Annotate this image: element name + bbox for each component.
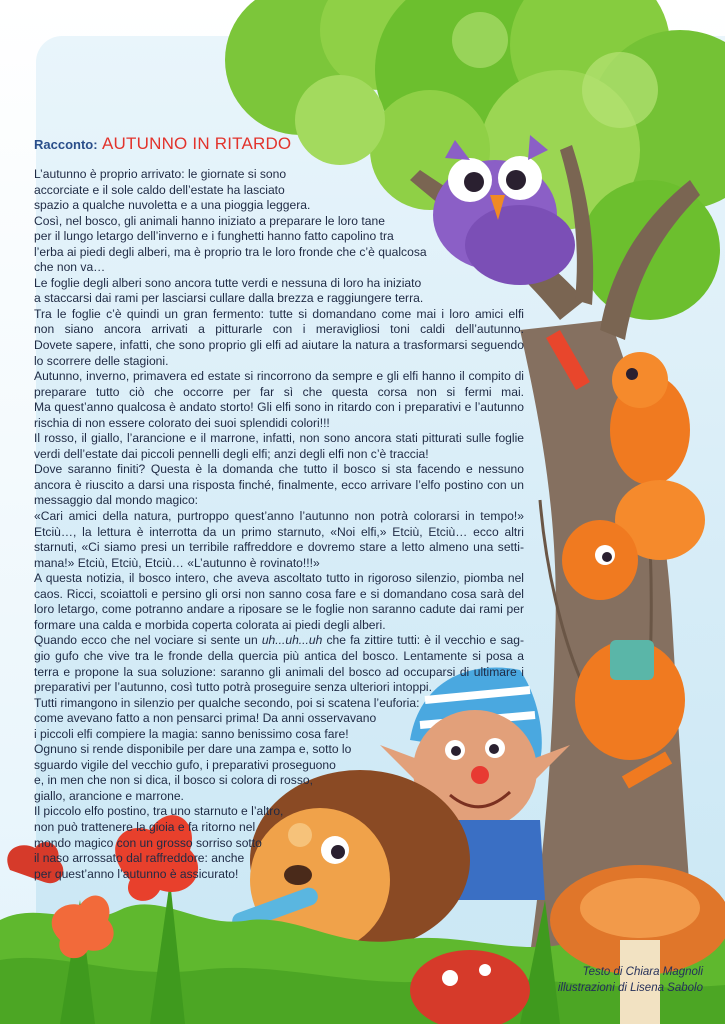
story-line: Il piccolo elfo postino, tra uno starnuto e l’altro, xyxy=(34,804,284,819)
story-line-part: Quando ecco che nel vociare si sente un xyxy=(34,633,262,648)
story-line: per quest’anno l’autunno è assicurato! xyxy=(34,866,239,881)
story-line: messaggio dal mondo magico: xyxy=(34,493,199,508)
story-line: L’autunno è proprio arrivato: le giornate si sono xyxy=(34,167,287,181)
story-line: non può trattenere la gioia e fa ritorno nel xyxy=(34,819,256,834)
story-line: e, in men che non si dica, il bosco si colora di rosso, xyxy=(34,773,313,788)
story-line: Ma quest’anno qualcosa è andato storto! Gli elfi sono in ritardo con i preparativi e l’autunno xyxy=(34,400,524,415)
story-line: verdi dell’estate dai piccoli pennelli degli elfi; anzi degli elfi non c’è traccia! xyxy=(34,446,429,461)
owl-sound-text: uh...uh...uh xyxy=(261,633,323,648)
story-line: A questa notizia, il bosco intero, che aveva ascoltato tutto in rigoroso silenzio, piomba nel xyxy=(34,571,524,586)
story-line: gio gufo che vive tra le fronde della quercia più antica del bosco. Lentamente si posa a xyxy=(34,648,524,663)
story-title-text: AUTUNNO IN RITARDO xyxy=(102,134,292,153)
story-line: preparativi per l’autunno, così tutto potrà proseguire senza ulteriori intoppi. xyxy=(34,680,432,695)
story-line-part: che fa zittire tutti: è il vecchio e sag- xyxy=(322,633,524,648)
story-line: mondo magico con un grosso sorriso sotto xyxy=(34,835,262,850)
story-line: che non va… xyxy=(34,260,106,275)
story-line: Etciù…, la lettura è interrotta da un primo starnuto, «Noi elfi,» Etciù, Etciù… ecco altri xyxy=(34,524,524,539)
story-line: Autunno, inverno, primavera ed estate si rincorrono da sempre e gli elfi hanno il compito di xyxy=(34,369,524,384)
story-line: rischia di non essere colorato dei suoi splendidi colori!!! xyxy=(34,415,330,430)
story-line: Dove saranno finiti? Questa è la domanda che tutto il bosco si sta facendo e nessuno xyxy=(34,462,524,477)
story-line: caos. Ricci, scoiattoli e persino gli orsi non sanno cosa fare e si domandano cosa sarà del xyxy=(34,586,524,601)
story-line: Il rosso, il giallo, l’arancione e il marrone, infatti, non sono ancora stati pitturati sulle foglie xyxy=(34,431,524,446)
story-line: Le foglie degli alberi sono ancora tutte verdi e nessuna di loro ha iniziato xyxy=(34,275,422,290)
story-line: giallo, arancione e marrone. xyxy=(34,788,184,803)
story-line: Ognuno si rende disponibile per dare una zampa e, sotto lo xyxy=(34,742,352,757)
story-line: loro letargo, come potranno andare a riposare se le foglie non saranno cadute dai rami per xyxy=(34,602,524,617)
story-line: accorciate e il sole caldo dell’estate ha lasciato xyxy=(34,182,285,197)
story-line: formare una calda e morbida coperta colorata ai piedi degli alberi. xyxy=(34,617,386,632)
story-line: come avevano fatto a non pensarci prima! Da anni osservavano xyxy=(34,711,377,726)
credits xyxy=(558,964,703,996)
story-line: Così, nel bosco, gli animali hanno iniziato a preparare le loro tane xyxy=(34,213,385,228)
story-text xyxy=(34,134,524,882)
story-line xyxy=(34,633,524,649)
story-title-label: Racconto: xyxy=(34,137,98,152)
story-line: Tra le foglie c’è quindi un gran fermento: tutte si domandano come mai i loro amici elfi xyxy=(34,306,524,321)
story-line: sguardo vigile del vecchio gufo, i preparativi proseguono xyxy=(34,757,336,772)
story-line: non siano ancora arrivati a pitturarle con i meravigliosi toni caldi dell’autunno. xyxy=(34,322,524,337)
story-line: «Cari amici della natura, purtroppo quest’anno l’autunno non potrà colorarsi in tempo!» xyxy=(34,509,524,524)
story-title xyxy=(34,134,524,155)
story-line: spazio a qualche nuvoletta e a una pioggia leggera. xyxy=(34,198,311,213)
story-line: ancora è riuscito a darsi una risposta finché, finalmente, ecco arrivare l’elfo postino con un xyxy=(34,477,524,492)
story-line: per il lungo letargo dell’inverno e i funghetti hanno fatto capolino tra xyxy=(34,229,394,244)
story-line: terra e propone la sua soluzione: saranno gli animali del bosco ad occuparsi di ultimare i xyxy=(34,664,524,679)
story-line: a staccarsi dai rami per lasciarsi cullare dalla brezza e raggiungere terra. xyxy=(34,291,424,306)
story-line: Dovete sapere, infatti, che sono proprio gli elfi ad aiutare la natura a trasformarsi seguendo xyxy=(34,338,524,353)
story-line: Tutti rimangono in silenzio per qualche secondo, poi si scatena l’euforia: xyxy=(34,695,420,710)
story-line: starnuti, «Ci siamo presi un terribile raffreddore e dovremo stare a letto almeno una setti- xyxy=(34,540,524,555)
story-line: l’erba ai piedi degli alberi, ma è proprio tra le loro fronde che c’è qualcosa xyxy=(34,244,427,259)
text-author-credit: Testo di Chiara Magnoli xyxy=(582,966,703,978)
illustrator-credit: illustrazioni di Lisena Sabolo xyxy=(557,982,703,994)
story-line: mana!» Etciù, Etciù, Etciù… «L’autunno è rovinato!!!» xyxy=(34,555,320,570)
story-line: il naso arrossato dal raffreddore: anche xyxy=(34,851,245,866)
story-line: i piccoli elfi compiere la magia: sanno benissimo cosa fare! xyxy=(34,726,349,741)
story-paragraphs xyxy=(34,167,524,633)
story-line: preparare tutto ciò che occorre per far sì che questa corsa non si fermi mai. xyxy=(34,384,524,399)
story-line: lo scorrere delle stagioni. xyxy=(34,353,169,368)
story-paragraphs-end xyxy=(34,649,524,882)
